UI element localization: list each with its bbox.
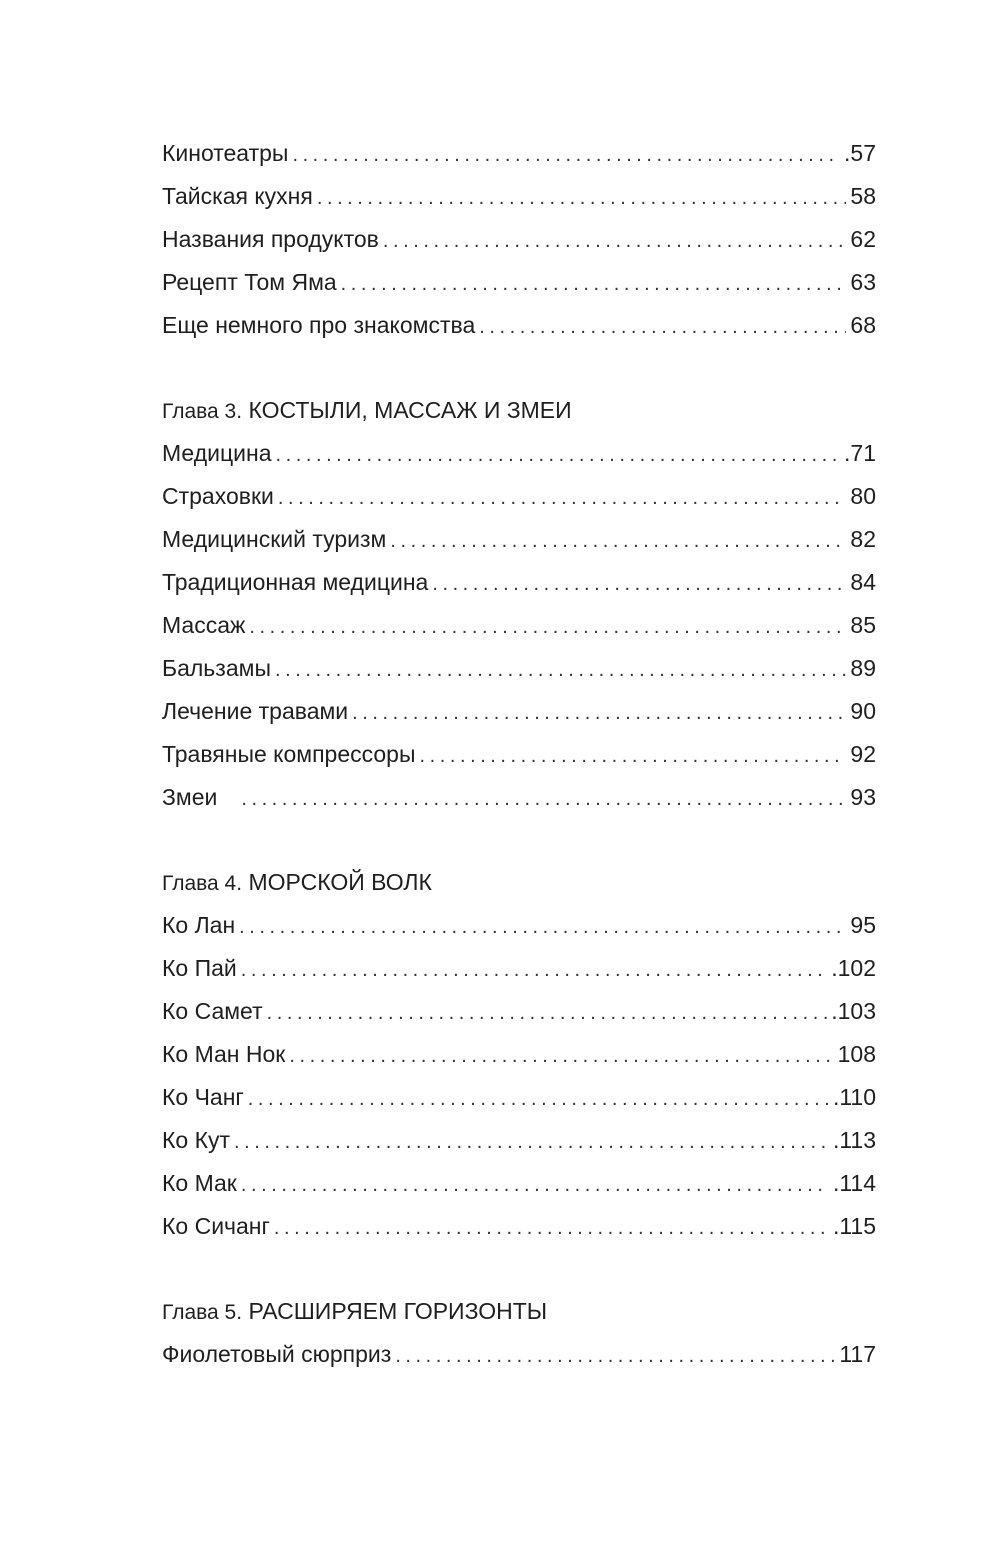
dot-leader [479,306,846,349]
entry-title: Ко Ман Нок [162,1041,286,1067]
entry-title: Ко Лан [162,912,236,938]
toc-entry[interactable] [162,518,876,561]
toc-entry[interactable] [162,304,876,347]
dot-leader [278,477,847,520]
entry-title: Медицинский туризм [162,526,387,552]
entry-title: Ко Самет [162,998,263,1024]
entry-page: 62 [850,226,876,252]
chapter-3-section [162,389,876,819]
dot-leader [241,778,846,821]
dot-leader [275,649,846,692]
chapter-title: КОСТЫЛИ, МАССАЖ И ЗМЕИ [248,397,572,423]
entry-title: Ко Чанг [162,1084,244,1110]
dot-leader [234,1121,829,1164]
dot-leader [274,1207,829,1250]
entry-title: Рецепт Том Яма [162,269,337,295]
chapter-heading[interactable] [162,1290,876,1333]
entry-page: 85 [850,612,876,638]
entry-page: .57 [844,140,876,166]
entry-title: Массаж [162,612,246,638]
entry-page: 90 [850,698,876,724]
entry-title: Медицина [162,440,272,466]
toc-entry[interactable] [162,218,876,261]
toc-entry[interactable] [162,733,876,776]
dot-leader [341,263,847,306]
dot-leader [352,692,846,735]
entry-title: Тайская кухня [162,183,313,209]
toc-entry[interactable] [162,904,876,947]
intro-section [162,132,876,347]
toc-entry[interactable] [162,1162,876,1205]
chapter-5-section [162,1290,876,1376]
entry-title: Ко Мак [162,1170,237,1196]
entry-page: 58 [850,183,876,209]
toc-entry[interactable] [162,1333,876,1376]
chapter-label: Глава 4. [162,872,243,895]
toc-entry[interactable] [162,776,876,819]
entry-page: 95 [850,912,876,938]
entry-title: Ко Кут [162,1127,231,1153]
chapter-label: Глава 5. [162,1301,243,1324]
entry-title: Страховки [162,483,274,509]
entry-page: 108 [837,1041,876,1067]
entry-page: 80 [850,483,876,509]
entry-title: Кинотеатры [162,140,289,166]
dot-leader [432,563,846,606]
dot-leader [249,606,846,649]
dot-leader [383,220,847,263]
entry-title: Традиционная медицина [162,569,429,595]
entry-page: .114 [832,1170,876,1196]
toc-entry[interactable] [162,475,876,518]
entry-page: 68 [850,312,876,338]
entry-page: 92 [850,741,876,767]
toc-entry[interactable] [162,690,876,733]
entry-title: Ко Пай [162,955,237,981]
toc-entry[interactable] [162,604,876,647]
toc-entry[interactable] [162,1205,876,1248]
dot-leader [239,906,846,949]
toc-entry[interactable] [162,561,876,604]
entry-page: 117 [839,1341,876,1367]
dot-leader [420,735,847,778]
entry-page: 84 [850,569,876,595]
dot-leader [317,177,847,220]
toc-entry[interactable] [162,261,876,304]
dot-leader [390,520,846,563]
dot-leader [395,1335,835,1378]
entry-page: .103 [831,998,876,1024]
chapter-label: Глава 3. [162,400,243,423]
chapter-title: МОРСКОЙ ВОЛК [248,869,432,895]
toc-entry[interactable] [162,990,876,1033]
toc-entry[interactable] [162,947,876,990]
toc-entry[interactable] [162,1033,876,1076]
entry-title: Фиолетовый сюрприз [162,1341,392,1367]
chapter-4-section [162,861,876,1248]
entry-page: .102 [831,955,876,981]
entry-page: .110 [832,1084,876,1110]
toc-entry[interactable] [162,432,876,475]
entry-title: Змеи [162,784,218,810]
chapter-heading[interactable] [162,861,876,904]
entry-page: .71 [844,440,876,466]
dot-leader [267,992,828,1035]
dot-leader [248,1078,829,1121]
entry-page: .113 [832,1127,876,1153]
entry-title: Бальзамы [162,655,271,681]
toc-entry[interactable] [162,647,876,690]
dot-leader [292,134,840,177]
entry-title: Еще немного про знакомства [162,312,476,338]
dot-leader [241,949,827,992]
toc-entry[interactable] [162,1119,876,1162]
entry-title: Травяные компрессоры [162,741,416,767]
table-of-contents [162,132,876,1376]
entry-page: 63 [850,269,876,295]
entry-page: 93 [850,784,876,810]
entry-page: 89 [850,655,876,681]
entry-title: Ко Сичанг [162,1213,270,1239]
entry-title: Лечение травами [162,698,349,724]
entry-title: Названия продуктов [162,226,379,252]
toc-entry[interactable] [162,132,876,175]
dot-leader [241,1164,829,1207]
entry-page: .115 [832,1213,876,1239]
toc-entry[interactable] [162,175,876,218]
chapter-heading[interactable] [162,389,876,432]
chapter-title: РАСШИРЯЕМ ГОРИЗОНТЫ [248,1298,548,1324]
entry-page: 82 [850,526,876,552]
dot-leader [289,1035,833,1078]
dot-leader [276,434,841,477]
toc-entry[interactable] [162,1076,876,1119]
